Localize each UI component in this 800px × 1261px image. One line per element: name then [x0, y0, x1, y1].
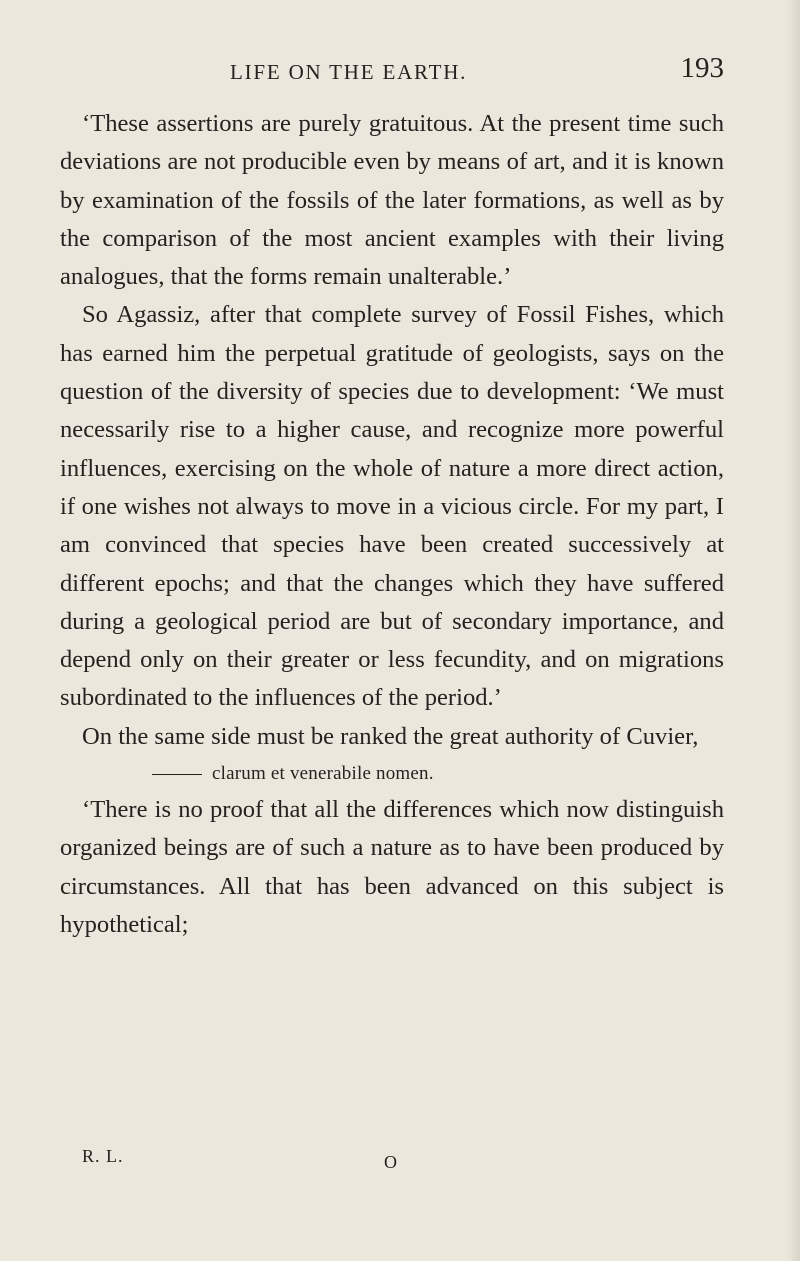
page-header: [60, 52, 724, 92]
page-footer: [60, 1146, 724, 1176]
page-edge-shadow: [786, 0, 800, 1261]
paragraph: ‘These assertions are purely gratuitous. At the present time such deviations are not producible even by means of art, and it is known by examination of the fossils of the later formations, as well as by the comparison of the most ancient examples with their living analogues, that the forms remain unalterable.’: [60, 110, 724, 291]
body-text: [60, 105, 724, 944]
signature-letter: O: [384, 1152, 397, 1172]
latin-quote-text: clarum et venerabile nomen.: [212, 763, 434, 785]
paragraph: So Agassiz, after that complete survey of Fossil Fishes, which has earned him the perpetual gratitude of geologists, says on the question of the diversity of species due to development: ‘We must necessarily rise to a higher cause, and recognize more powerful influences, exercising on the whole of nature a more direct action, if one wishes not always to move in a vicious circle. For my part, I am convinced that species have been created successively at different epochs; and that the changes which they have suffered during a geological period are but of secondary importance, and depend only on their greater or less fecundity, and on migrations subordinated to the influences of the period.’: [60, 301, 724, 712]
page-number: 193: [680, 52, 724, 84]
paragraph: On the same side must be ranked the great authority of Cuvier,: [82, 722, 699, 750]
latin-quote: [60, 759, 724, 789]
printer-signature: R. L.: [82, 1146, 124, 1166]
paragraph: ‘There is no proof that all the differences which now distinguish organized beings are of such a nature as to have been produced by circumstances. All that has been advanced on this subject is hypothetical;: [60, 796, 724, 938]
em-rule: [152, 774, 202, 775]
running-head: LIFE ON THE EARTH.: [230, 60, 468, 84]
